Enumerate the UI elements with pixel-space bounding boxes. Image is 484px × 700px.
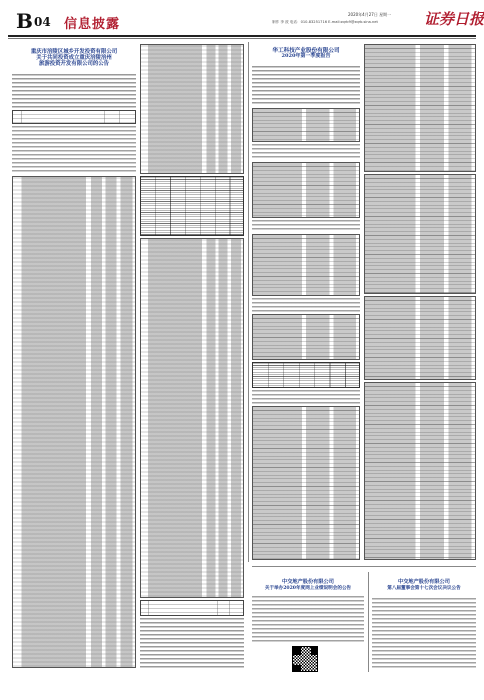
bottom-mid-title-2: 关于举办2020年度网上业绩说明会的公告 — [264, 585, 352, 591]
left-body-text — [12, 126, 136, 174]
derivative-note — [252, 390, 360, 404]
mid-table-dense-1 — [140, 176, 244, 236]
section-title: 信息披露 — [64, 17, 121, 32]
bottom-divider — [368, 572, 369, 672]
cash-flow-1 — [364, 296, 476, 380]
balance-sheet-right-1 — [364, 44, 476, 172]
section-number: 04 — [34, 15, 51, 29]
left-article-title-2: 关于共同投资成立重庆涪陵涪州 — [36, 55, 112, 62]
bottom-mid-code — [252, 574, 364, 578]
date-line: 2020年4月27日 星期一 — [348, 12, 392, 17]
left-article-code — [12, 44, 136, 48]
left-article-title-3: 旅游投资开发有限公司的公告 — [38, 61, 110, 68]
bottom-mid-body — [252, 596, 364, 642]
masthead-rule — [8, 35, 476, 37]
left-intro-text — [12, 74, 136, 108]
bottom-separator — [252, 566, 476, 567]
mid-table-footer — [140, 600, 244, 616]
masthead-rule-thin — [8, 38, 476, 39]
left-article-title-1: 重庆市涪陵区城乡开发投资有限公司 — [30, 49, 118, 55]
left-article-header — [12, 44, 136, 72]
key-figures-table — [252, 108, 360, 142]
left-project-table — [12, 176, 136, 668]
investment-table — [252, 314, 360, 360]
mid-table-lower — [140, 238, 244, 598]
qr-code-icon — [292, 646, 318, 672]
change-table — [252, 234, 360, 296]
right-article-title-2: 2020年第一季度报告 — [281, 53, 331, 60]
column-divider — [248, 42, 249, 562]
contact-line: 制作 李 波 电话：010-83251716 E-mail:zqrb9@zqrb.sina.net — [272, 20, 378, 24]
cash-flow-2 — [364, 382, 476, 560]
bottom-right-body — [372, 598, 476, 670]
bottom-right-title-2: 第八届董事会第十七次会议决议公告 — [387, 585, 461, 591]
paper-logo: 证券日报 — [424, 10, 484, 28]
bottom-right-article — [372, 574, 476, 596]
bottom-right-code — [372, 574, 476, 578]
section-letter: B — [16, 9, 33, 33]
left-summary-table — [12, 110, 136, 124]
change-note — [252, 298, 360, 312]
mid-footnote-text — [140, 618, 244, 670]
balance-sheet-left — [252, 406, 360, 560]
right-article-header — [252, 44, 360, 64]
shareholder-table — [252, 162, 360, 218]
income-statement — [364, 174, 476, 294]
shareholder-note — [252, 220, 360, 232]
quarterly-intro-text — [252, 66, 360, 106]
bottom-right-title-1: 中交地产股份有限公司 — [398, 579, 450, 585]
right-article-title-1: 华工科技产业股份有限公司 — [272, 48, 340, 54]
derivative-table — [252, 362, 360, 388]
bottom-mid-title-1: 中交地产股份有限公司 — [282, 579, 334, 585]
masthead — [8, 6, 484, 36]
mid-table-upper — [140, 44, 244, 174]
quarterly-note-text — [252, 144, 360, 160]
